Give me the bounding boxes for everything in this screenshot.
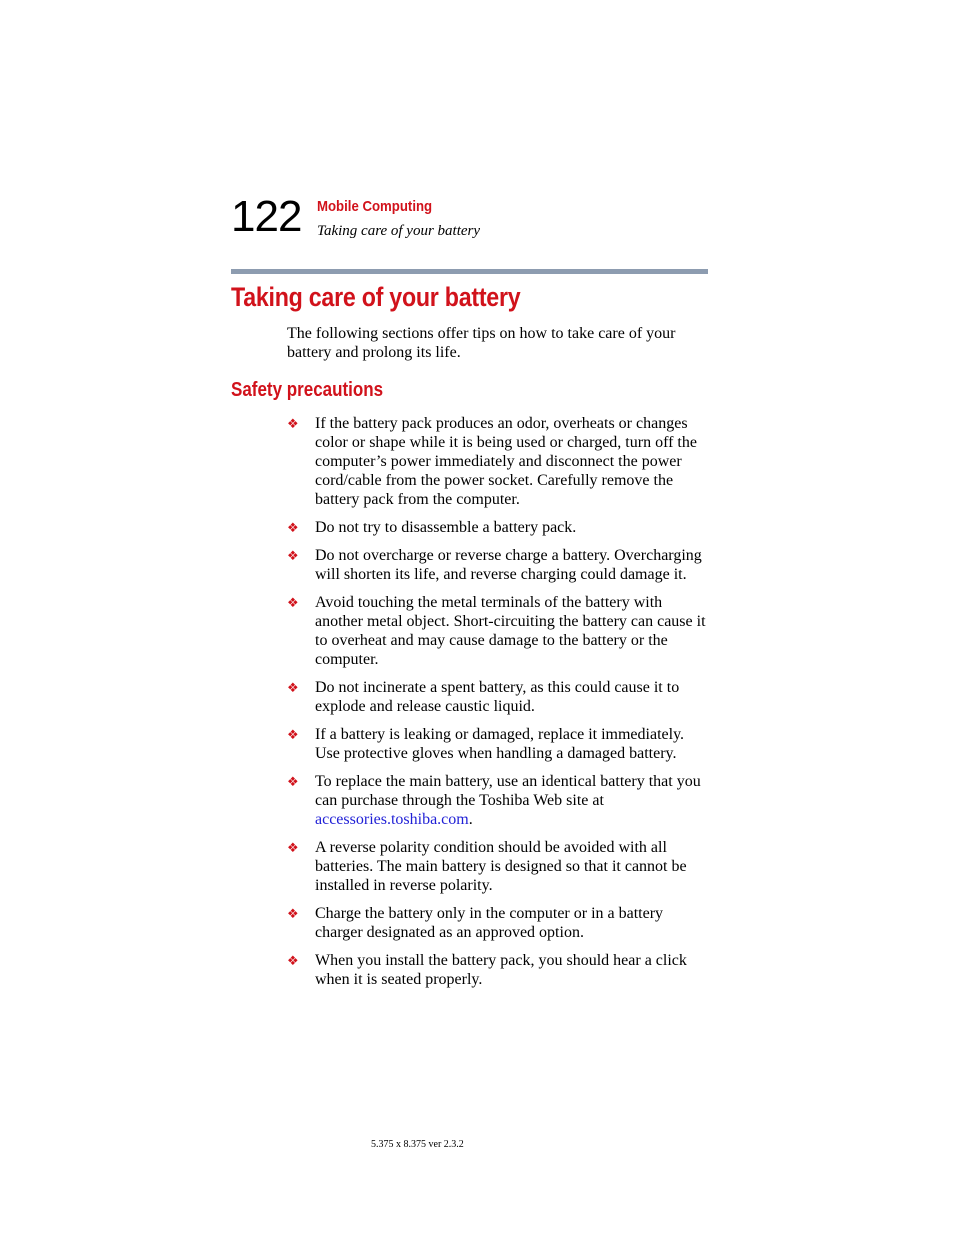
- diamond-bullet-icon: ❖: [287, 907, 299, 922]
- diamond-bullet-icon: ❖: [287, 954, 299, 969]
- diamond-bullet-icon: ❖: [287, 841, 299, 856]
- list-item: [287, 838, 712, 895]
- diamond-bullet-icon: ❖: [287, 521, 299, 536]
- list-item: [287, 951, 712, 989]
- list-item-text: Charge the battery only in the computer or in a battery charger designated as an approved option.: [315, 905, 664, 941]
- page-number: 122: [231, 192, 302, 241]
- list-item-text: If the battery pack produces an odor, overheats or changes color or shape while it is being used or charged, turn off the computer’s power immediately and disconnect the power cord/cable from the power socket. Carefully remove the battery pack from the computer.: [315, 415, 697, 508]
- diamond-bullet-icon: ❖: [287, 728, 299, 743]
- list-item-text: Avoid touching the metal terminals of the battery with another metal object. Short-circuiting the battery can cause it to overheat and may cause damage to the battery or the computer.: [315, 594, 706, 668]
- diamond-bullet-icon: ❖: [287, 681, 299, 696]
- list-item: [287, 546, 712, 584]
- list-item: [287, 518, 712, 537]
- list-item-text: Do not incinerate a spent battery, as this could cause it to explode and release caustic liquid.: [315, 679, 680, 715]
- list-item-text-end: .: [468, 811, 473, 828]
- diamond-bullet-icon: ❖: [287, 549, 299, 564]
- list-item: [287, 678, 712, 716]
- running-header-section: Mobile Computing: [317, 198, 433, 215]
- page-title: Taking care of your battery: [231, 282, 521, 312]
- diamond-bullet-icon: ❖: [287, 596, 299, 611]
- list-item-text: To replace the main battery, use an identical battery that you can purchase through the Toshiba Web site at: [315, 773, 701, 809]
- list-item: [287, 414, 712, 509]
- list-item-text: A reverse polarity condition should be avoided with all batteries. The main battery is designed so that it cannot be installed in reverse polarity.: [315, 839, 687, 894]
- page-footer: 5.375 x 8.375 ver 2.3.2: [371, 1139, 464, 1150]
- toshiba-accessories-link[interactable]: accessories.toshiba.com: [315, 811, 469, 828]
- list-item-text: If a battery is leaking or damaged, replace it immediately. Use protective gloves when handling a damaged battery.: [315, 726, 685, 762]
- safety-precautions-heading: Safety precautions: [231, 379, 384, 401]
- safety-precautions-list: [287, 414, 712, 998]
- list-item: [287, 593, 712, 669]
- running-header-subsection: Taking care of your battery: [317, 223, 481, 239]
- list-item-text: Do not try to disassemble a battery pack.: [315, 519, 577, 536]
- list-item-text: Do not overcharge or reverse charge a battery. Overcharging will shorten its life, and reverse charging could damage it.: [315, 547, 702, 583]
- list-item: [287, 772, 712, 829]
- list-item: [287, 904, 712, 942]
- list-item: [287, 725, 712, 763]
- list-item-text: When you install the battery pack, you should hear a click when it is seated properly.: [315, 952, 687, 988]
- diamond-bullet-icon: ❖: [287, 775, 299, 790]
- header-rule: [231, 269, 708, 274]
- intro-paragraph: The following sections offer tips on how to take care of your battery and prolong its life.: [287, 325, 676, 361]
- diamond-bullet-icon: ❖: [287, 417, 299, 432]
